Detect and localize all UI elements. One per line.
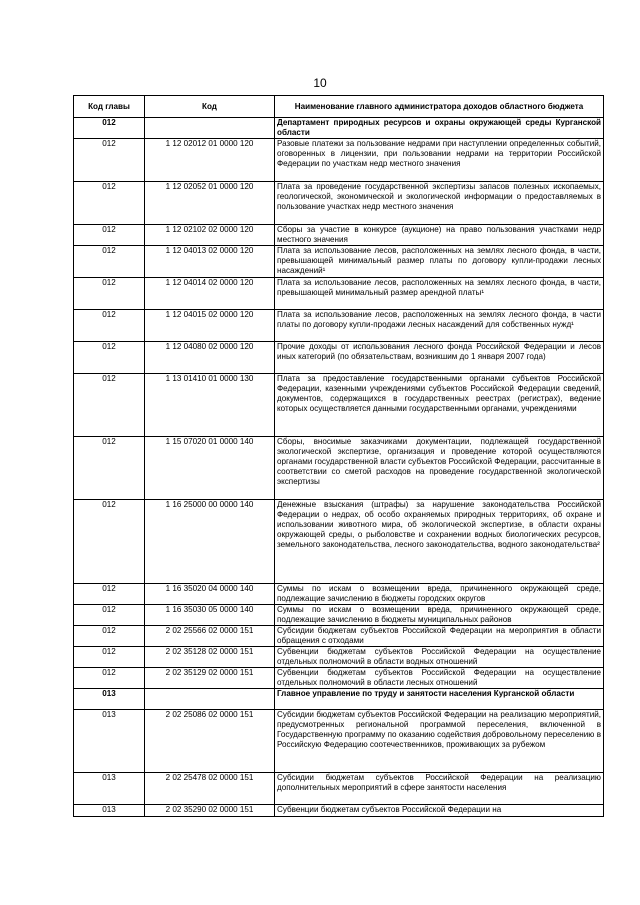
header-chapter-code: Код главы bbox=[74, 96, 145, 118]
name-cell: Субвенции бюджетам субъектов Российской Федерации на bbox=[275, 805, 604, 817]
chapter-code-cell: 012 bbox=[74, 246, 145, 278]
code-cell: 1 12 02102 02 0000 120 bbox=[145, 225, 275, 246]
table-row bbox=[74, 668, 604, 689]
chapter-code-cell: 012 bbox=[74, 342, 145, 374]
chapter-code-cell: 012 bbox=[74, 374, 145, 437]
name-cell: Сборы за участие в конкурсе (аукционе) на право пользования участками недр местного значения bbox=[275, 225, 604, 246]
code-cell: 1 12 04013 02 0000 120 bbox=[145, 246, 275, 278]
code-cell: 1 16 25000 00 0000 140 bbox=[145, 500, 275, 584]
name-cell: Субвенции бюджетам субъектов Российской Федерации на осуществление отдельных полномочий в области водных отношений bbox=[275, 647, 604, 668]
chapter-code-cell: 012 bbox=[74, 182, 145, 225]
revenue-administrators-table bbox=[73, 95, 604, 817]
name-cell: Суммы по искам о возмещении вреда, причиненного окружающей среде, подлежащие зачислению в бюджеты городских округов bbox=[275, 584, 604, 605]
table-row bbox=[74, 647, 604, 668]
chapter-code-cell: 012 bbox=[74, 225, 145, 246]
table-row bbox=[74, 374, 604, 437]
table-row bbox=[74, 182, 604, 225]
name-cell: Главное управление по труду и занятости населения Курганской области bbox=[275, 689, 604, 710]
code-cell: 1 12 04014 02 0000 120 bbox=[145, 278, 275, 310]
table-row bbox=[74, 626, 604, 647]
code-cell: 1 16 35020 04 0000 140 bbox=[145, 584, 275, 605]
chapter-code-cell: 012 bbox=[74, 500, 145, 584]
table-body bbox=[74, 118, 604, 817]
name-cell: Субвенции бюджетам субъектов Российской Федерации на осуществление отдельных полномочий в области лесных отношений bbox=[275, 668, 604, 689]
name-cell: Плата за использование лесов, расположенных на землях лесного фонда, в части, превышающей минимальный размер платы по договору купли-продажи лесных насаждений¹ bbox=[275, 246, 604, 278]
name-cell: Субсидии бюджетам субъектов Российской Федерации на реализацию дополнительных мероприятий в сфере занятости населения bbox=[275, 773, 604, 805]
chapter-code-cell: 012 bbox=[74, 647, 145, 668]
chapter-code-cell: 012 bbox=[74, 437, 145, 500]
chapter-code-cell: 013 bbox=[74, 773, 145, 805]
name-cell: Департамент природных ресурсов и охраны окружающей среды Курганской области bbox=[275, 118, 604, 139]
name-cell: Плата за предоставление государственными органами субъектов Российской Федерации, казенными учреждениями субъектов Российской Федерации сведений, документов, содержащихся в государственных реестрах (регистрах), ведение которых осуществляется данными государственными органами, учреждениями bbox=[275, 374, 604, 437]
table-row bbox=[74, 278, 604, 310]
code-cell: 2 02 25566 02 0000 151 bbox=[145, 626, 275, 647]
code-cell: 2 02 25086 02 0000 151 bbox=[145, 710, 275, 773]
chapter-code-cell: 012 bbox=[74, 310, 145, 342]
code-cell: 1 15 07020 01 0000 140 bbox=[145, 437, 275, 500]
name-cell: Субсидии бюджетам субъектов Российской Федерации на мероприятия в области обращения с отходами bbox=[275, 626, 604, 647]
name-cell: Суммы по искам о возмещении вреда, причиненного окружающей среде, подлежащие зачислению в бюджеты муниципальных районов bbox=[275, 605, 604, 626]
table-row bbox=[74, 342, 604, 374]
chapter-code-cell: 012 bbox=[74, 605, 145, 626]
table-row bbox=[74, 139, 604, 182]
code-cell: 1 12 04015 02 0000 120 bbox=[145, 310, 275, 342]
table-row bbox=[74, 805, 604, 817]
chapter-code-cell: 012 bbox=[74, 584, 145, 605]
name-cell: Плата за проведение государственной экспертизы запасов полезных ископаемых, геологической, экономической и экологической информации о предоставляемых в пользование участках недр местного значения bbox=[275, 182, 604, 225]
table-row bbox=[74, 246, 604, 278]
table-row bbox=[74, 710, 604, 773]
table-row bbox=[74, 225, 604, 246]
table-row bbox=[74, 500, 604, 584]
page-number: 10 bbox=[313, 76, 327, 90]
chapter-code-cell: 012 bbox=[74, 278, 145, 310]
code-cell: 2 02 35129 02 0000 151 bbox=[145, 668, 275, 689]
code-cell: 1 12 04080 02 0000 120 bbox=[145, 342, 275, 374]
table-row bbox=[74, 605, 604, 626]
section-row bbox=[74, 118, 604, 139]
header-administrator-name: Наименование главного администратора доходов областного бюджета bbox=[275, 96, 604, 118]
chapter-code-cell: 013 bbox=[74, 689, 145, 710]
code-cell: 2 02 35290 02 0000 151 bbox=[145, 805, 275, 817]
section-row bbox=[74, 689, 604, 710]
code-cell: 2 02 35128 02 0000 151 bbox=[145, 647, 275, 668]
header-code: Код bbox=[145, 96, 275, 118]
chapter-code-cell: 012 bbox=[74, 626, 145, 647]
name-cell: Субсидии бюджетам субъектов Российской Федерации на реализацию мероприятий, предусмотренных региональной программой переселения, включенной в Государственную программу по оказанию содействия добровольному переселению в Российскую Федерацию соотечественников, проживающих за рубежом bbox=[275, 710, 604, 773]
chapter-code-cell: 012 bbox=[74, 668, 145, 689]
name-cell: Плата за использование лесов, расположенных на землях лесного фонда, в части, превышающей минимальный размер арендной платы¹ bbox=[275, 278, 604, 310]
chapter-code-cell: 013 bbox=[74, 710, 145, 773]
table-header-row bbox=[74, 96, 604, 118]
code-cell bbox=[145, 118, 275, 139]
code-cell: 1 16 35030 05 0000 140 bbox=[145, 605, 275, 626]
chapter-code-cell: 012 bbox=[74, 118, 145, 139]
table-row bbox=[74, 437, 604, 500]
code-cell: 1 13 01410 01 0000 130 bbox=[145, 374, 275, 437]
name-cell: Сборы, вносимые заказчиками документации, подлежащей государственной экологической экспертизе, организация и проведение которой осуществляются органами государственной власти субъектов Российской Федерации, рассчитанные в соответствии со сметой расходов на проведение государственной экологической экспертизы bbox=[275, 437, 604, 500]
name-cell: Прочие доходы от использования лесного фонда Российской Федерации и лесов иных категорий (по обязательствам, возникшим до 1 января 2007 года) bbox=[275, 342, 604, 374]
name-cell: Денежные взыскания (штрафы) за нарушение законодательства Российской Федерации о недрах, об особо охраняемых природных территориях, об охране и использовании животного мира, об экологической экспертизе, в области охраны окружающей среды, о рыболовстве и сохранении водных биологических ресурсов, земельного законодательства, лесного законодательства, водного законодательства² bbox=[275, 500, 604, 584]
table-row bbox=[74, 584, 604, 605]
table-row bbox=[74, 310, 604, 342]
name-cell: Разовые платежи за пользование недрами при наступлении определенных событий, оговоренных в лицензии, при пользовании недрами на территории Российской Федерации по участкам недр местного значения bbox=[275, 139, 604, 182]
name-cell: Плата за использование лесов, расположенных на землях лесного фонда, в части платы по договору купли-продажи лесных насаждений для собственных нужд¹ bbox=[275, 310, 604, 342]
code-cell: 2 02 25478 02 0000 151 bbox=[145, 773, 275, 805]
code-cell: 1 12 02012 01 0000 120 bbox=[145, 139, 275, 182]
chapter-code-cell: 012 bbox=[74, 139, 145, 182]
chapter-code-cell: 013 bbox=[74, 805, 145, 817]
table-row bbox=[74, 773, 604, 805]
code-cell: 1 12 02052 01 0000 120 bbox=[145, 182, 275, 225]
code-cell bbox=[145, 689, 275, 710]
